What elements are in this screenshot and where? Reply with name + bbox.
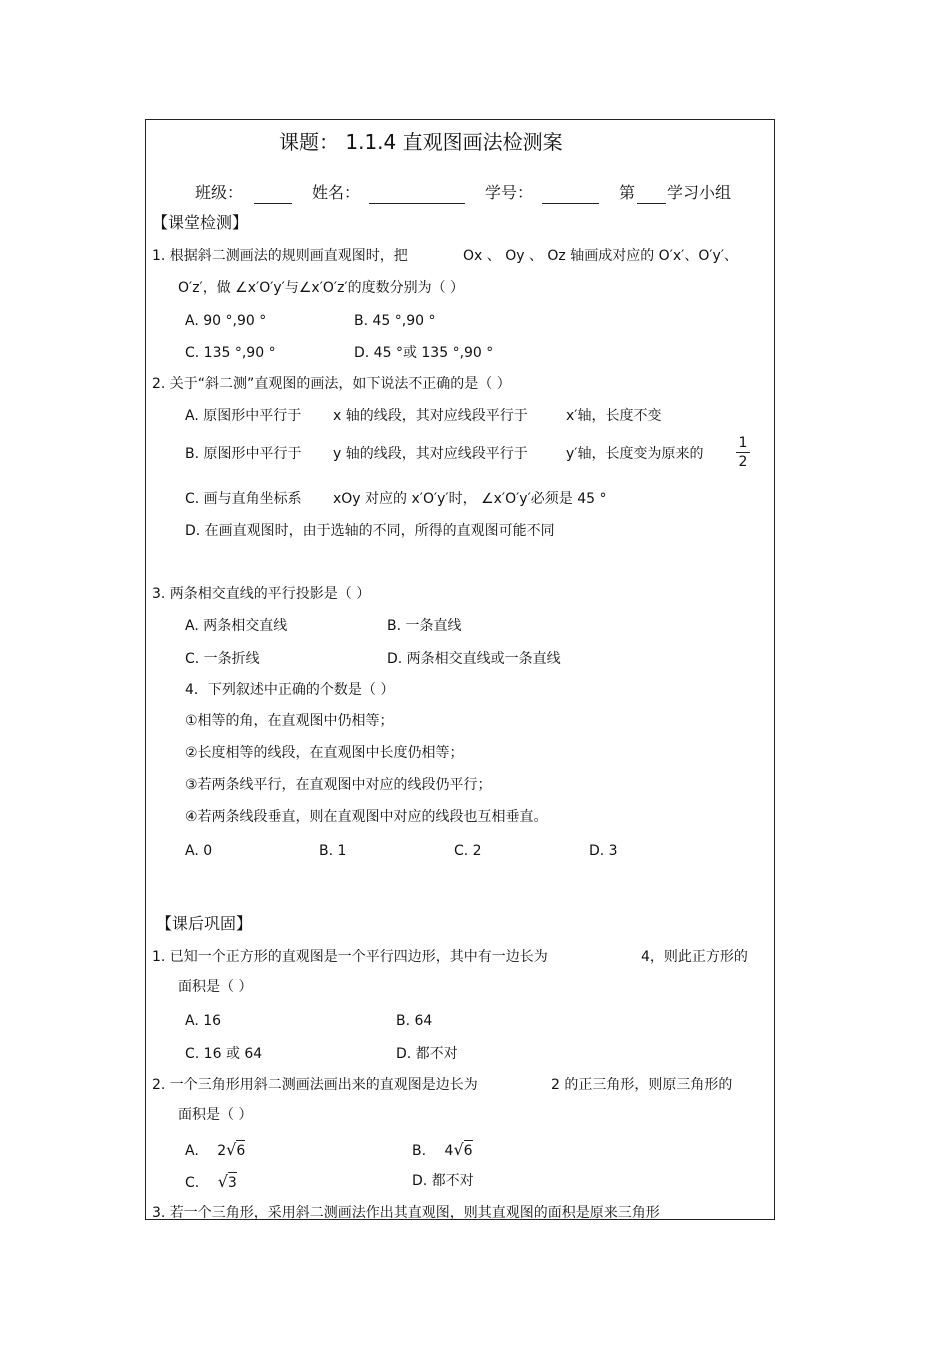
q4-option-c: C. 2 <box>454 843 482 859</box>
q4-statement-4: ④若两条线段垂直，则在直观图中对应的线段也互相垂直。 <box>185 809 548 825</box>
group-blank[interactable] <box>637 203 666 204</box>
sqrt-icon: √ <box>453 1140 464 1159</box>
q1-option-d: D. 45 °或 135 °,90 ° <box>354 345 494 361</box>
section-heading-review: 【课后巩固】 <box>156 914 253 933</box>
q4-statement-3: ③若两条线平行，在直观图中对应的线段仍平行； <box>185 777 492 793</box>
q4-option-a: A. 0 <box>185 843 213 859</box>
q3-option-d: D. 两条相交直线或一条直线 <box>387 651 561 667</box>
review-q1-line1b: 4，则此正方形的 <box>641 949 748 965</box>
q2-option-c-part2: xOy 对应的 x′O′y′时， ∠x′O′y′必须是 45 ° <box>333 491 607 507</box>
q2-option-c-part1: C. 画与直角坐标系 <box>185 491 302 507</box>
q2-option-b-part1: B. 原图形中平行于 <box>185 446 302 462</box>
q3-option-a: A. 两条相交直线 <box>185 618 288 634</box>
fraction-bar <box>736 452 750 453</box>
q4-option-d: D. 3 <box>589 843 618 859</box>
q2-option-a-part1: A. 原图形中平行于 <box>185 408 302 424</box>
radicand: 6 <box>236 1140 245 1160</box>
review-q1-option-b: B. 64 <box>396 1013 433 1029</box>
q4-statement-1: ①相等的角，在直观图中仍相等； <box>185 713 394 729</box>
q2-option-b-part3: y′轴，长度变为原来的 <box>566 446 704 462</box>
option-label: C. <box>185 1175 200 1191</box>
review-q2-line1b: 2 的正三角形，则原三角形的 <box>551 1077 733 1093</box>
q4-option-b: B. 1 <box>319 843 347 859</box>
review-q2-line2: 面积是（ ） <box>178 1107 253 1123</box>
section-heading-classroom: 【课堂检测】 <box>152 213 249 232</box>
review-q1-line1a: 1. 已知一个正方形的直观图是一个平行四边形，其中有一边长为 <box>152 949 548 965</box>
review-q2-option-a <box>185 1140 245 1160</box>
coefficient: 2 <box>217 1143 227 1159</box>
sqrt-icon: √ <box>226 1140 237 1159</box>
q4-statement-2: ②长度相等的线段，在直观图中长度仍相等； <box>185 745 464 761</box>
q3-option-b: B. 一条直线 <box>387 618 462 634</box>
radicand: 3 <box>228 1172 237 1192</box>
review-q3-stem: 3. 若一个三角形，采用斜二测画法作出其直观图，则其直观图的面积是原来三角形 <box>152 1205 660 1221</box>
fraction-denominator: 2 <box>738 454 748 470</box>
review-q1-line2: 面积是（ ） <box>178 979 253 995</box>
student-id-blank[interactable] <box>542 203 599 204</box>
q2-option-d: D. 在画直观图时，由于选轴的不同，所得的直观图可能不同 <box>185 523 555 539</box>
class-blank[interactable] <box>254 203 292 204</box>
q1-option-a: A. 90 °,90 ° <box>185 313 267 329</box>
sqrt-icon: √ <box>217 1172 228 1191</box>
q3-option-c: C. 一条折线 <box>185 651 260 667</box>
q2-option-a-part3: x′轴，长度不变 <box>566 408 662 424</box>
option-label: A. <box>185 1143 199 1159</box>
coefficient: 4 <box>444 1143 454 1159</box>
class-label: 班级： <box>195 183 244 202</box>
q1-option-c: C. 135 °,90 ° <box>185 345 276 361</box>
option-label: B. <box>412 1143 427 1159</box>
review-q1-option-d: D. 都不对 <box>396 1046 458 1062</box>
q3-stem: 3. 两条相交直线的平行投影是（ ） <box>152 586 371 602</box>
review-q2-option-d: D. 都不对 <box>412 1173 474 1189</box>
q2-option-b-part2: y 轴的线段，其对应线段平行于 <box>333 446 528 462</box>
q4-stem: 4．下列叙述中正确的个数是（ ） <box>185 682 395 698</box>
q2-option-a-part2: x 轴的线段，其对应线段平行于 <box>333 408 528 424</box>
group-prefix: 第 <box>619 183 636 202</box>
name-label: 姓名： <box>312 183 361 202</box>
student-id-label: 学号： <box>485 183 534 202</box>
page-title: 课题： 1.1.4 直观图画法检测案 <box>279 130 563 154</box>
fraction-numerator: 1 <box>738 435 748 451</box>
q2-stem: 2. 关于“斜二测”直观图的画法，如下说法不正确的是（ ） <box>152 376 511 392</box>
review-q2-line1a: 2. 一个三角形用斜二测画法画出来的直观图是边长为 <box>152 1077 478 1093</box>
q1-line1b: Ox 、 Oy 、 Oz 轴画成对应的 O′x′、O′y′、 <box>463 248 739 264</box>
review-q1-option-a: A. 16 <box>185 1013 222 1029</box>
radicand: 6 <box>464 1140 473 1160</box>
review-q1-option-c: C. 16 或 64 <box>185 1046 263 1062</box>
review-q2-option-b <box>412 1140 473 1160</box>
q1-line2: O′z′，做 ∠x′O′y′与∠x′O′z′的度数分别为（ ） <box>178 280 465 296</box>
q1-line1a: 1. 根据斜二测画法的规则画直观图时，把 <box>152 248 408 264</box>
name-blank[interactable] <box>369 203 465 204</box>
review-q2-option-c <box>185 1172 237 1192</box>
group-suffix: 学习小组 <box>667 183 732 202</box>
fraction-one-half <box>736 435 750 470</box>
q1-option-b: B. 45 °,90 ° <box>354 313 436 329</box>
